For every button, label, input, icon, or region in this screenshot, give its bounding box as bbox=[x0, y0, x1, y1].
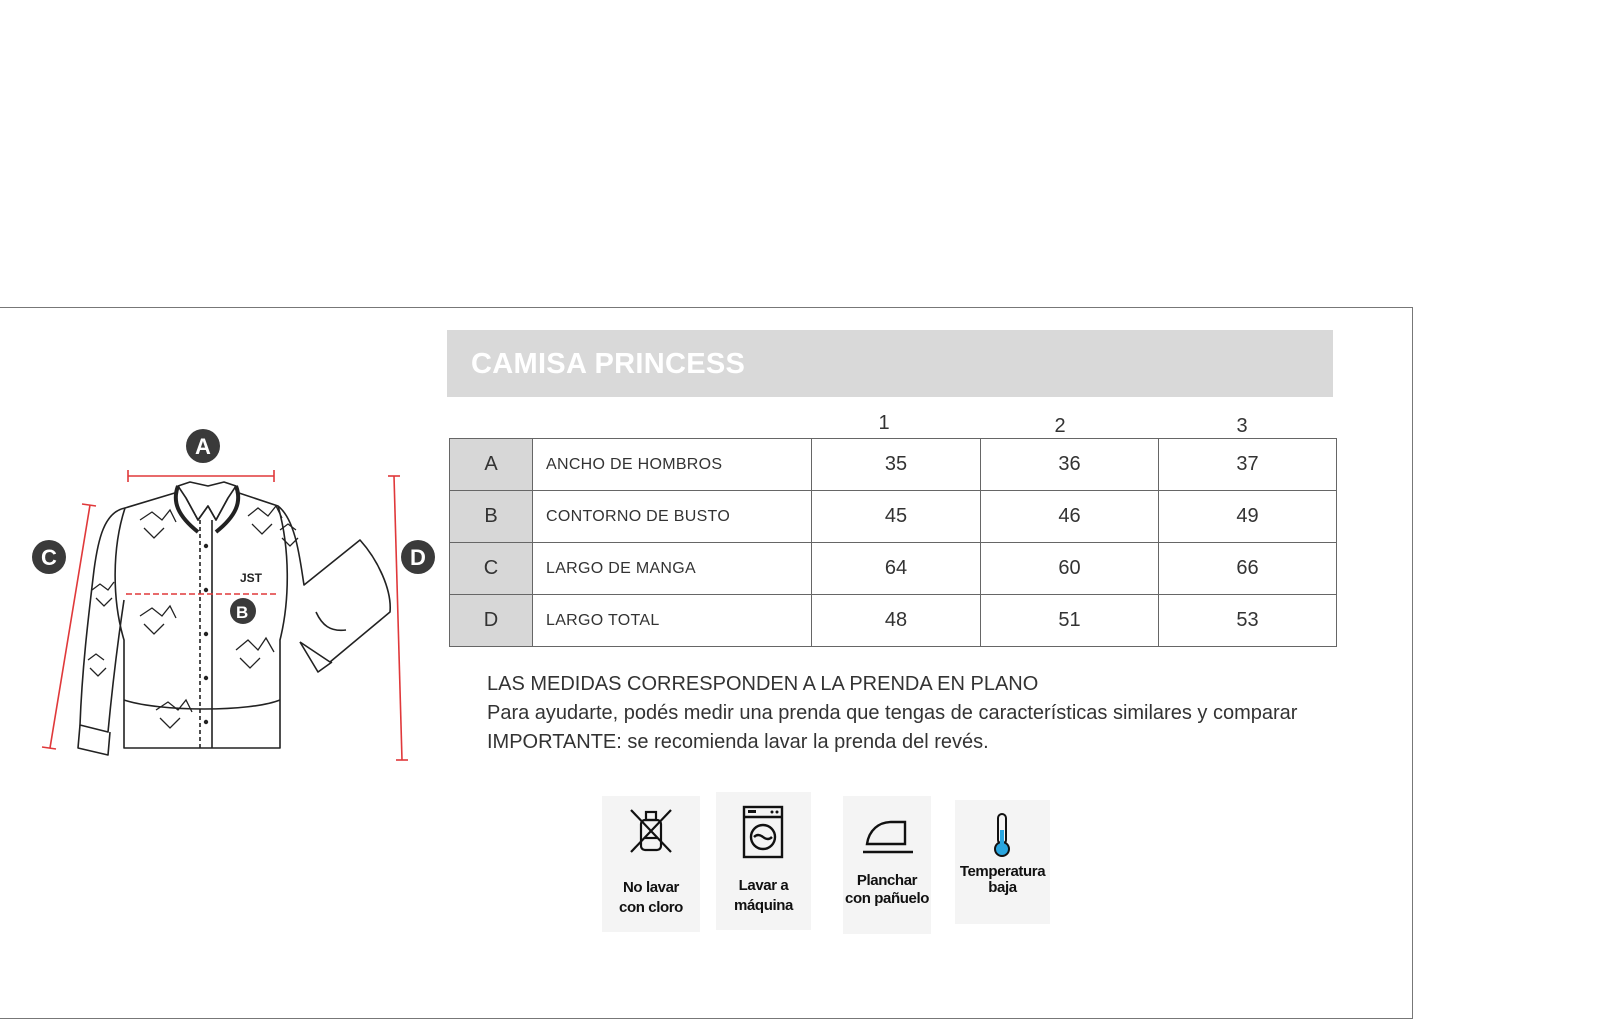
measure-line-c bbox=[50, 505, 90, 748]
row-value: 48 bbox=[812, 595, 981, 647]
measure-line-d bbox=[394, 476, 402, 760]
row-code: A bbox=[450, 439, 533, 491]
care-label-line2: baja bbox=[988, 879, 1017, 896]
note-line: LAS MEDIDAS CORRESPONDEN A LA PRENDA EN PLANO bbox=[487, 673, 1039, 695]
badge-d bbox=[401, 540, 435, 574]
shirt-diagram bbox=[0, 420, 450, 770]
row-value: 37 bbox=[1159, 439, 1337, 491]
shirt-logo: JST bbox=[240, 571, 263, 585]
iron-icon bbox=[861, 812, 915, 856]
care-item-machine-wash bbox=[716, 792, 811, 930]
shirt-left-sleeve bbox=[80, 508, 125, 732]
measurement-notes bbox=[487, 670, 1297, 757]
care-label-line1: Planchar bbox=[856, 872, 918, 889]
size-header-3: 3 bbox=[1236, 415, 1248, 437]
row-code: D bbox=[450, 595, 533, 647]
badge-b bbox=[230, 598, 256, 624]
row-value: 45 bbox=[812, 491, 981, 543]
table-row bbox=[450, 491, 1337, 543]
table-row bbox=[450, 595, 1337, 647]
row-value: 46 bbox=[981, 491, 1159, 543]
svg-text:A: A bbox=[195, 434, 211, 459]
page-title: CAMISA PRINCESS bbox=[471, 348, 746, 380]
thermometer-icon bbox=[991, 812, 1013, 858]
washing-machine-icon bbox=[740, 804, 786, 860]
row-label: CONTORNO DE BUSTO bbox=[533, 491, 812, 543]
table-row bbox=[450, 543, 1337, 595]
size-header-2: 2 bbox=[1054, 415, 1066, 437]
row-value: 49 bbox=[1159, 491, 1337, 543]
note-line: Para ayudarte, podés medir una prenda que tengas de características similares y comparar bbox=[487, 702, 1298, 724]
care-label-line2: con cloro bbox=[619, 899, 683, 916]
row-label: LARGO DE MANGA bbox=[533, 543, 812, 595]
care-item-low-temp bbox=[955, 800, 1050, 924]
table-row bbox=[450, 439, 1337, 491]
care-label-line1: Temperatura bbox=[959, 863, 1046, 880]
row-label: ANCHO DE HOMBROS bbox=[533, 439, 812, 491]
note-line: IMPORTANTE: se recomienda lavar la prenda del revés. bbox=[487, 731, 989, 753]
care-label-line2: máquina bbox=[734, 897, 793, 914]
care-item-no-bleach bbox=[602, 796, 700, 932]
badge-a bbox=[186, 429, 220, 463]
svg-text:B: B bbox=[236, 603, 249, 622]
title-bar bbox=[447, 330, 1333, 397]
row-value: 53 bbox=[1159, 595, 1337, 647]
shirt-collar bbox=[178, 482, 236, 520]
svg-text:C: C bbox=[41, 545, 57, 570]
row-value: 66 bbox=[1159, 543, 1337, 595]
badge-c bbox=[32, 540, 66, 574]
svg-text:D: D bbox=[410, 545, 426, 570]
row-code: B bbox=[450, 491, 533, 543]
row-code: C bbox=[450, 543, 533, 595]
size-header-1: 1 bbox=[878, 412, 890, 434]
row-value: 51 bbox=[981, 595, 1159, 647]
row-value: 60 bbox=[981, 543, 1159, 595]
care-label-line2: con pañuelo bbox=[845, 890, 929, 907]
care-label-line1: Lavar a bbox=[738, 877, 789, 894]
row-value: 35 bbox=[812, 439, 981, 491]
no-bleach-icon bbox=[627, 806, 675, 856]
size-table bbox=[449, 438, 1337, 647]
row-label: LARGO TOTAL bbox=[533, 595, 812, 647]
care-item-iron bbox=[843, 796, 931, 934]
row-value: 64 bbox=[812, 543, 981, 595]
care-label-line1: No lavar bbox=[623, 879, 679, 896]
row-value: 36 bbox=[981, 439, 1159, 491]
